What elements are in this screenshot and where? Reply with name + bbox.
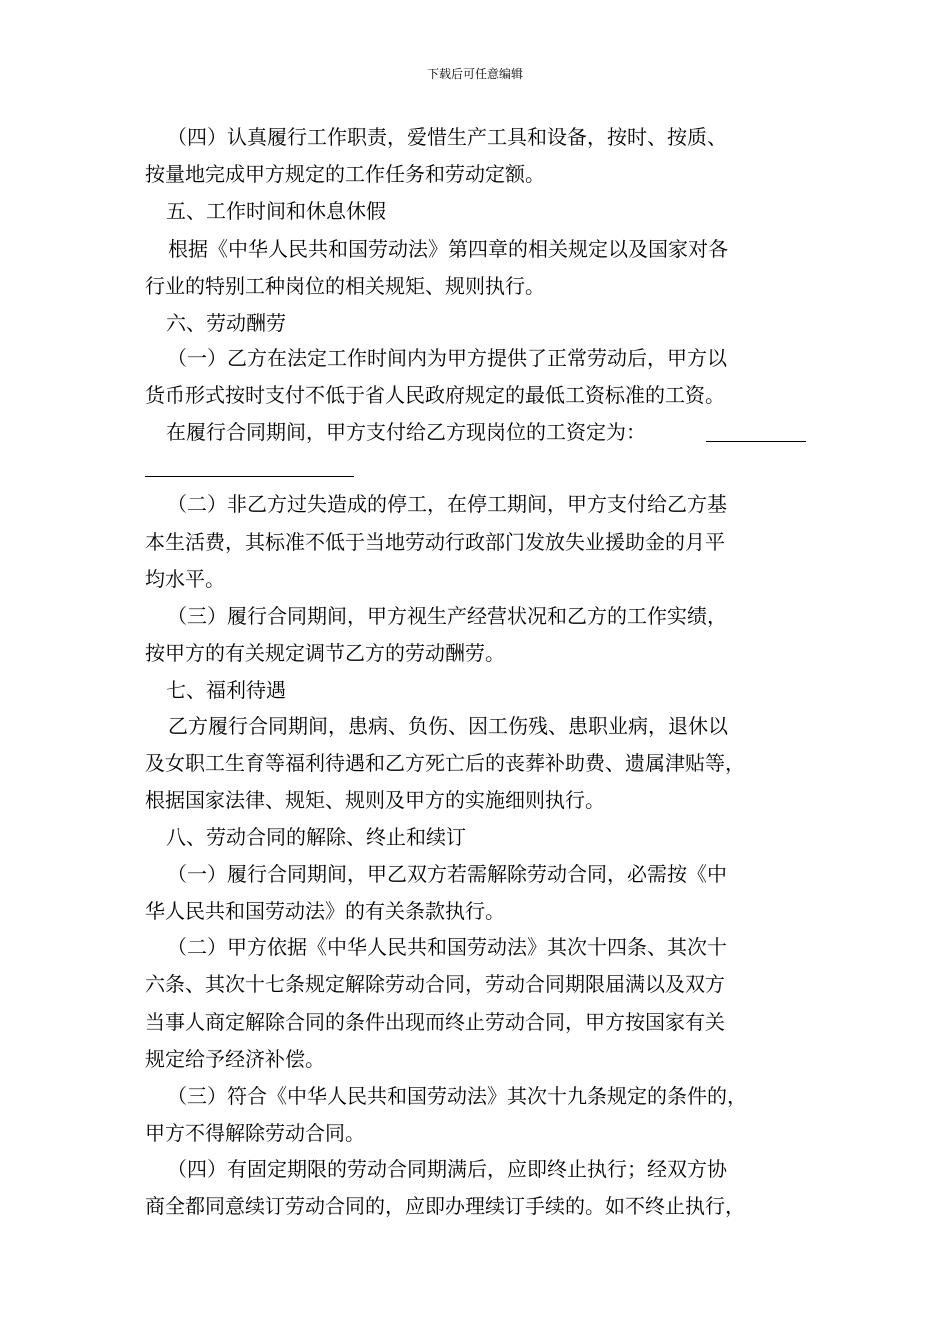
paragraph-line: （三）履行合同期间，甲方视生产经营状况和乙方的工作实绩，: [167, 604, 727, 628]
paragraph-line: 根据《中华人民共和国劳动法》第四章的相关规定以及国家对各: [168, 237, 728, 261]
paragraph-line: 行业的特别工种岗位的相关规矩、规则执行。: [145, 274, 545, 298]
paragraph-line: 货币形式按时支付不低于省人民政府规定的最低工资标准的工资。: [145, 383, 725, 407]
paragraph-line: （四）有固定期限的劳动合同期满后，应即终止执行；经双方协: [167, 1157, 727, 1181]
salary-blank-line-continued: [145, 476, 354, 477]
paragraph-line: （二）甲方依据《中华人民共和国劳动法》其次十四条、其次十: [167, 935, 727, 959]
paragraph-line: 乙方履行合同期间，患病、负伤、因工伤残、患职业病，退休以: [168, 714, 728, 738]
paragraph-line: 甲方不得解除劳动合同。: [145, 1121, 365, 1145]
section-heading: 六、劳动酬劳: [166, 311, 286, 335]
page-header: 下载后可任意编辑: [426, 67, 523, 81]
paragraph-line: （二）非乙方过失造成的停工，在停工期间，甲方支付给乙方基: [167, 492, 727, 516]
paragraph-line: （四）认真履行工作职责，爱惜生产工具和设备，按时、按质、: [167, 125, 727, 149]
paragraph-line: 按甲方的有关规定调节乙方的劳动酬劳。: [145, 641, 505, 665]
paragraph-line: （三）符合《中华人民共和国劳动法》其次十九条规定的条件的，: [167, 1084, 747, 1108]
paragraph-line: 华人民共和国劳动法》的有关条款执行。: [145, 899, 505, 923]
section-heading: 八、劳动合同的解除、终止和续订: [166, 825, 466, 849]
paragraph-line: 规定给予经济补偿。: [145, 1047, 325, 1071]
paragraph-line: 六条、其次十七条规定解除劳动合同，劳动合同期限届满以及双方: [145, 972, 725, 996]
paragraph-line: 按量地完成甲方规定的工作任务和劳动定额。: [145, 162, 545, 186]
paragraph-line: 本生活费，其标准不低于当地劳动行政部门发放失业援助金的月平: [145, 530, 725, 554]
paragraph-line: 当事人商定解除合同的条件出现而终止劳动合同，甲方按国家有关: [145, 1010, 725, 1034]
paragraph-line: 商全都同意续订劳动合同的，应即办理续订手续的。如不终止执行，: [145, 1194, 745, 1218]
paragraph-line: 根据国家法律、规矩、规则及甲方的实施细则执行。: [145, 788, 605, 812]
salary-blank-line: [706, 441, 806, 442]
paragraph-line: 在履行合同期间，甲方支付给乙方现岗位的工资定为：: [166, 420, 646, 444]
section-heading: 五、工作时间和休息休假: [166, 199, 386, 223]
paragraph-line: 均水平。: [145, 567, 225, 591]
paragraph-line: （一）履行合同期间，甲乙双方若需解除劳动合同，必需按《中: [167, 862, 727, 886]
section-heading: 七、福利待遇: [166, 678, 286, 702]
paragraph-line: 及女职工生育等福利待遇和乙方死亡后的丧葬补助费、遗属津贴等，: [145, 751, 745, 775]
paragraph-line: （一）乙方在法定工作时间内为甲方提供了正常劳动后，甲方以: [167, 346, 727, 370]
